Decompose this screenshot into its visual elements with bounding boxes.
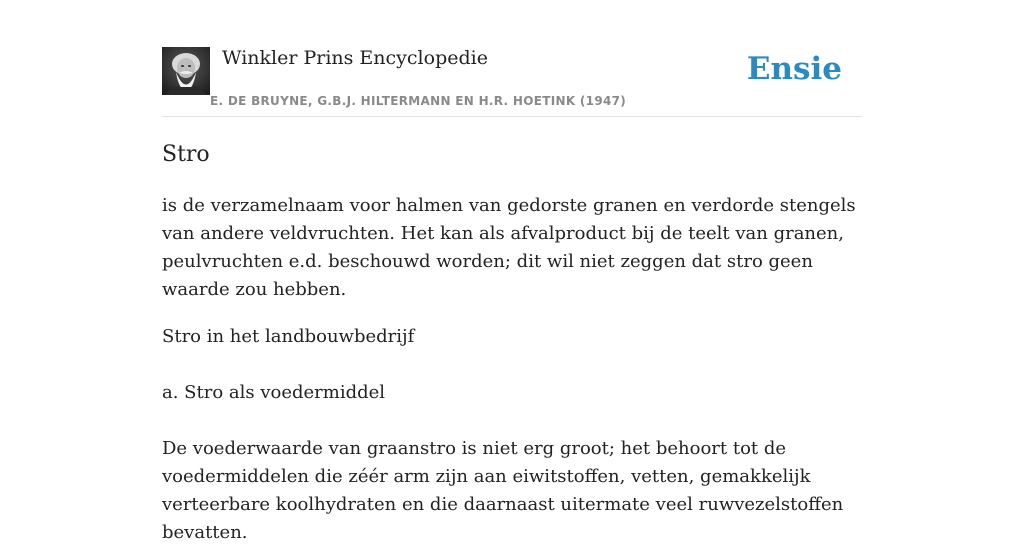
source-header bbox=[162, 0, 862, 117]
ensie-logo-link[interactable]: Ensie bbox=[746, 51, 842, 87]
article-page bbox=[162, 0, 862, 543]
subsection-heading: a. Stro als voedermiddel bbox=[162, 382, 386, 403]
intro-paragraph: is de verzamelnaam voor halmen van gedorste granen en verdorde stengels van andere veldvruchten. Het kan als afvalproduct bij de teelt van granen, peulvruchten e.d. beschouwd worden; dit wil niet zeggen dat stro geen waarde zou hebben. bbox=[162, 195, 856, 300]
article-body bbox=[162, 192, 862, 547]
article-title: Stro bbox=[162, 142, 210, 167]
portrait-avatar-icon bbox=[162, 47, 210, 95]
source-authors: E. DE BRUYNE, G.B.J. HILTERMANN EN H.R. HOETINK (1947) bbox=[210, 94, 627, 108]
source-title[interactable]: Winkler Prins Encyclopedie bbox=[222, 47, 488, 69]
section-heading: Stro in het landbouwbedrijf bbox=[162, 326, 415, 347]
author-avatar[interactable] bbox=[162, 47, 210, 95]
body-paragraph: De voederwaarde van graanstro is niet erg groot; het behoort tot de voedermiddelen die zéér arm zijn aan eiwitstoffen, vetten, gemakkelijk verteerbare koolhydraten en die daarnaast uitermate veel ruwvezelstoffen bevatten. bbox=[162, 438, 844, 543]
